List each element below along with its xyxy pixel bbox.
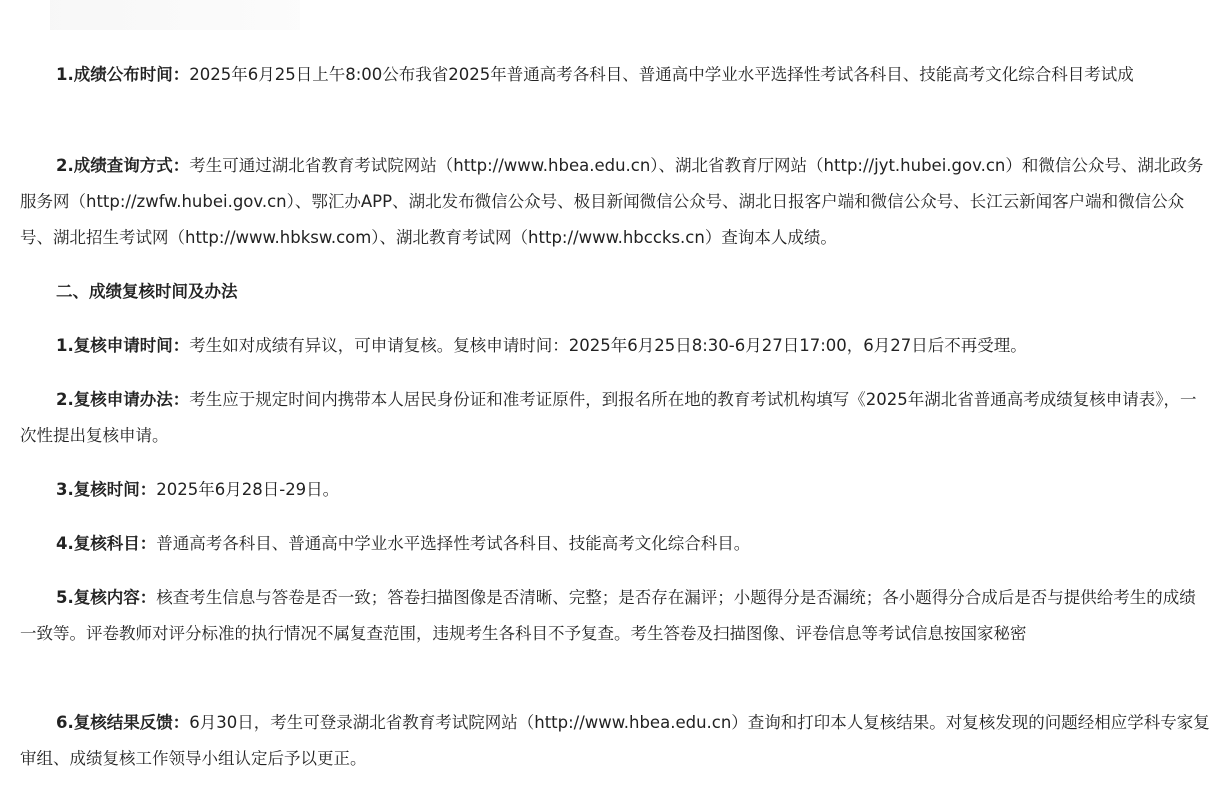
text-review-time: 2025年6月28日-29日。 (156, 480, 340, 499)
text-review-subjects: 普通高考各科目、普通高中学业水平选择性考试各科目、技能高考文化综合科目。 (156, 534, 751, 553)
paragraph-score-query-method (20, 148, 1212, 256)
paragraph-review-time (20, 472, 1212, 508)
label-review-application-method: 2.复核申请办法： (56, 390, 190, 409)
label-score-query-method: 2.成绩查询方式： (56, 156, 190, 175)
paragraph-review-application-time (20, 328, 1212, 364)
text-review-content: 核查考生信息与答卷是否一致；答卷扫描图像是否清晰、完整；是否存在漏评；小题得分是否漏统；各小题得分合成后是否与提供给考生的成绩一致等。评卷教师对评分标准的执行情况不属复查范围，违规考生各科目不予复查。考生答卷及扫描图像、评卷信息等考试信息按国家秘密 (20, 588, 1196, 643)
label-review-result-feedback: 6.复核结果反馈： (56, 713, 190, 732)
paragraph-review-result-feedback (20, 705, 1212, 777)
faded-header-remnant (50, 0, 300, 30)
label-review-time: 3.复核时间： (56, 480, 157, 499)
text-score-query-method: 考生可通过湖北省教育考试院网站（http://www.hbea.edu.cn）、湖北省教育厅网站（http://jyt.hubei.gov.cn）和微信公众号、湖北政务服务网（http://zwfw.hubei.gov.cn）、鄂汇办APP、湖北发布微信公众号、极目新闻微信公众号、湖北日报客户端和微信公众号、长江云新闻客户端和微信公众号、湖北招生考试网（http://www.hbksw.com）、湖北教育考试网（http://www.hbccks.cn）查询本人成绩。 (20, 156, 1204, 247)
label-review-application-time: 1.复核申请时间： (56, 336, 190, 355)
paragraph-review-content (20, 580, 1212, 652)
paragraph-review-subjects (20, 526, 1212, 562)
label-review-subjects: 4.复核科目： (56, 534, 157, 553)
text-score-release-time: 2025年6月25日上午8:00公布我省2025年普通高考各科目、普通高中学业水平选择性考试各科目、技能高考文化综合科目考试成 (189, 65, 1134, 84)
text-review-application-method: 考生应于规定时间内携带本人居民身份证和准考证原件，到报名所在地的教育考试机构填写《2025年湖北省普通高考成绩复核申请表》，一次性提出复核申请。 (20, 390, 1197, 445)
text-review-result-feedback: 6月30日，考生可登录湖北省教育考试院网站（http://www.hbea.edu.cn）查询和打印本人复核结果。对复核发现的问题经相应学科专家复审组、成绩复核工作领导小组认定后予以更正。 (20, 713, 1210, 768)
paragraph-review-application-method (20, 382, 1212, 454)
text-review-application-time: 考生如对成绩有异议，可申请复核。复核申请时间：2025年6月25日8:30-6月27日17:00，6月27日后不再受理。 (189, 336, 1027, 355)
section-heading-review: 二、成绩复核时间及办法 (56, 282, 238, 301)
label-review-content: 5.复核内容： (56, 588, 157, 607)
paragraph-score-release-time (20, 57, 1212, 93)
label-score-release-time: 1.成绩公布时间： (56, 65, 190, 84)
